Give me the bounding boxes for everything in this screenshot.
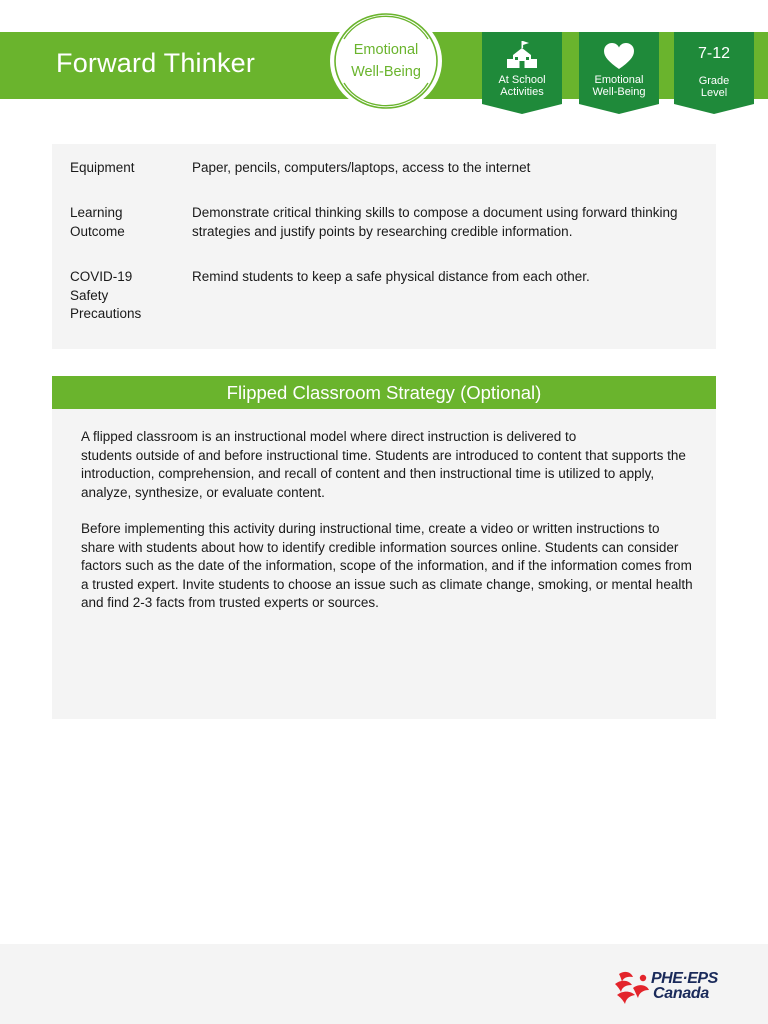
page-title: Forward Thinker [56,48,256,78]
tag-label-line-1: Emotional [594,74,644,86]
page-footer [0,944,768,1024]
maple-flame-icon [613,968,653,1006]
label-line: Learning [70,205,123,220]
tag-label [482,74,562,98]
tag-label-line-2: Well-Being [592,86,646,98]
label-line: COVID-19 [70,269,133,284]
label-line: Safety [70,287,109,303]
learning-outcome-value: Demonstrate critical thinking skills to compose a document using forward thinking strategies and justify points by researching credible information. [192,205,678,239]
seal-line-2: Well-Being [351,64,421,80]
tag-label-line-1: Grade [698,75,730,87]
equipment-value: Paper, pencils, computers/laptops, access to the internet [192,160,531,175]
flipped-classroom-panel [52,376,716,719]
covid-safety-label [70,268,180,324]
equipment-label: Equipment [70,160,135,175]
tag-grade-level [674,32,754,114]
tag-label-line-2: Activities [500,86,544,98]
heart-icon [579,38,659,72]
tag-label-line-2: Level [700,87,728,99]
seal-text [323,39,449,83]
tag-label-line-1: At School [498,74,546,86]
logo-wordmark-line-2: Canada [653,985,709,1002]
tag-at-school-activities [482,32,562,114]
label-line: Precautions [70,306,142,321]
strategy-paragraph-1 [81,428,696,502]
category-seal [323,5,449,112]
covid-safety-value: Remind students to keep a safe physical distance from each other. [192,269,590,284]
paragraph-first-line: A flipped classroom is an instructional model where direct instruction is delivered to [81,429,577,444]
grade-range: 7-12 [697,45,731,62]
tag-emotional-well-being [579,32,659,114]
tag-label [674,75,754,99]
paragraph-rest: students outside of and before instructional time. Students are introduced to content that supports the introduction, comprehension, and recall of content and then instructional time is utilized to apply, analyze, synthesize, or evaluate content. [81,447,686,500]
tag-label [579,74,659,98]
phe-canada-logo [613,968,723,1006]
seal-line-1: Emotional [353,42,419,58]
learning-outcome-label [70,204,180,241]
section-heading: Flipped Classroom Strategy (Optional) [52,376,716,409]
school-icon [482,38,562,72]
label-line: Outcome [70,223,125,239]
activity-info-panel [52,144,716,349]
logo-wordmark-line-1: PHE·EPS [651,970,718,987]
strategy-paragraph-2: Before implementing this activity during instructional time, create a video or written instructions to share with students about how to identify credible information sources online. Students can consider factors such as the date of the information, scope of the information, and if the information comes from a trusted expert. Invite students to choose an issue such as climate change, smoking, or mental health and find 2-3 facts from trusted experts or sources. [81,521,693,610]
